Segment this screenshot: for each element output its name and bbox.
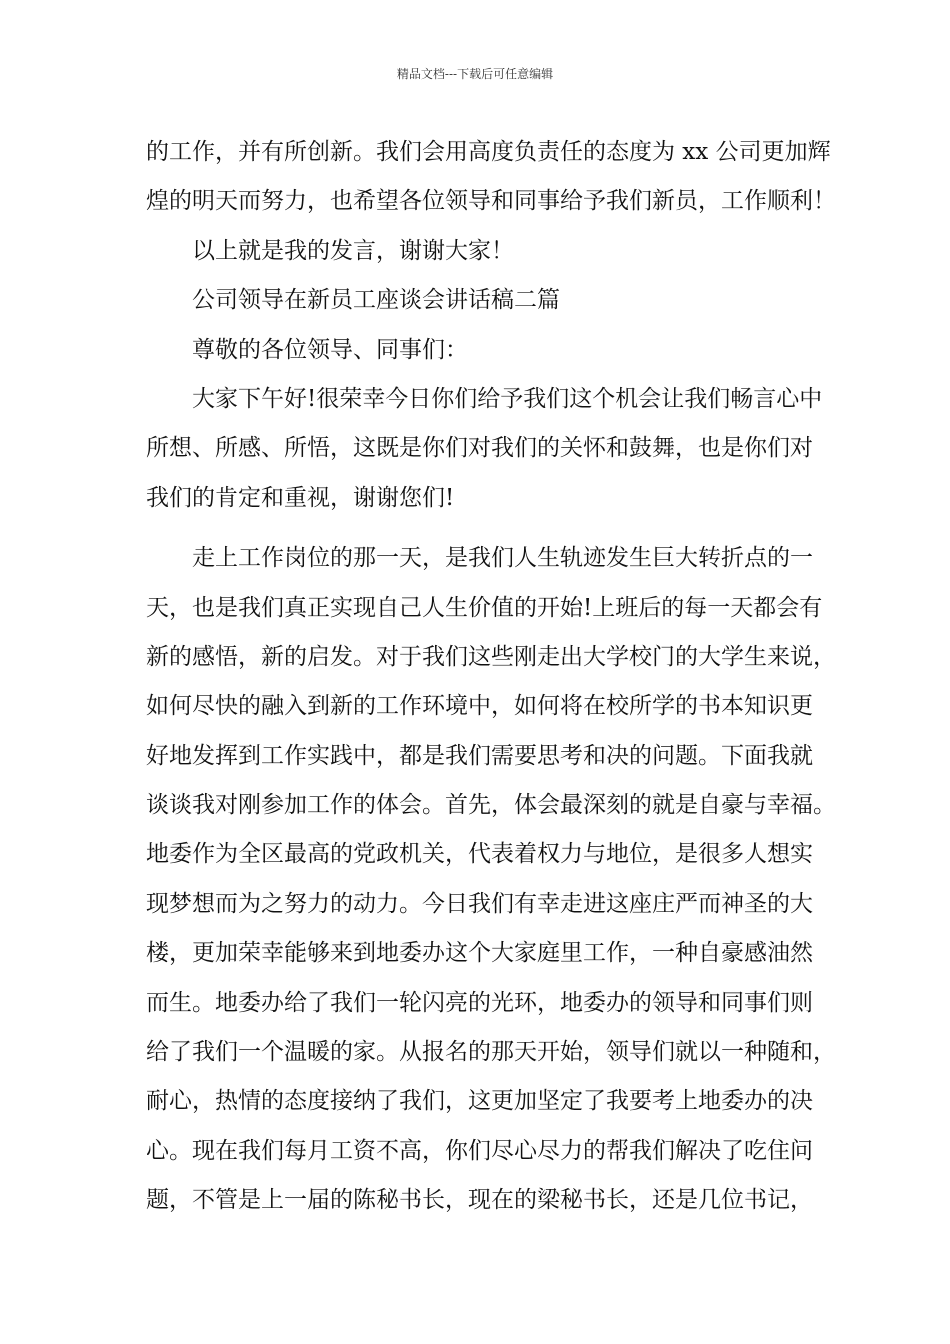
- salutation: [146, 326, 826, 375]
- text-line: 天，也是我们真正实现自己人生价值的开始!上班后的每一天都会有: [146, 594, 823, 621]
- text-line: 的工作，并有所创新。我们会用高度负责任的态度为 xx 公司更加辉: [146, 139, 831, 165]
- text-line: 楼，更加荣幸能够来到地委办这个大家庭里工作，一种自豪感油然: [146, 940, 813, 967]
- text-line: 心。现在我们每月工资不高，你们尽心尽力的帮我们解决了吃住问: [146, 1137, 813, 1164]
- text-line: 我们的肯定和重视，谢谢您们!: [146, 484, 455, 511]
- text-line: 煌的明天而努力，也希望各位领导和同事给予我们新员，工作顺利！: [146, 188, 836, 215]
- page-header: 精品文档---下载后可任意编辑: [396, 67, 554, 81]
- paragraph-closing: [146, 227, 826, 276]
- text-line: 以上就是我的发言，谢谢大家！: [192, 237, 514, 264]
- text-line: 大家下午好!很荣幸今日你们给予我们这个机会让我们畅言心中: [192, 385, 823, 412]
- text-line: 如何尽快的融入到新的工作环境中，如何将在校所学的书本知识更: [146, 693, 813, 720]
- text-line: 好地发挥到工作实践中，都是我们需要思考和决的问题。下面我就: [146, 742, 813, 769]
- text-line: 现梦想而为之努力的动力。今日我们有幸走进这座庄严而神圣的大: [146, 890, 813, 917]
- document-body: [146, 128, 836, 1226]
- text-line: 走上工作岗位的那一天，是我们人生轨迹发生巨大转折点的一: [192, 545, 813, 572]
- text-line: 新的感悟，新的启发。对于我们这些刚走出大学校门的大学生来说，: [146, 643, 836, 670]
- text-line: 而生。地委办给了我们一轮闪亮的光环，地委办的领导和同事们则: [146, 989, 813, 1016]
- text-line: 尊敬的各位领导、同事们：: [192, 336, 468, 363]
- text-line: 所想、所感、所悟，这既是你们对我们的关怀和鼓舞，也是你们对: [146, 435, 813, 462]
- paragraph-spacer: [146, 523, 826, 534]
- paragraph-main: [146, 534, 836, 1225]
- text-line: 地委作为全区最高的党政机关，代表着权力与地位，是很多人想实: [146, 841, 813, 868]
- paragraph-greeting: [146, 375, 826, 523]
- paragraph-continuation: [146, 128, 836, 227]
- text-line: 题，不管是上一届的陈秘书长，现在的梁秘书长，还是几位书记，: [146, 1187, 813, 1214]
- section-title: [146, 276, 826, 325]
- text-line: 给了我们一个温暖的家。从报名的那天开始，领导们就以一种随和，: [146, 1039, 836, 1066]
- text-line: 耐心，热情的态度接纳了我们，这更加坚定了我要考上地委办的决: [146, 1088, 813, 1115]
- text-line: 公司领导在新员工座谈会讲话稿二篇: [192, 287, 560, 314]
- text-line: 谈谈我对刚参加工作的体会。首先，体会最深刻的就是自豪与幸福。: [146, 792, 836, 819]
